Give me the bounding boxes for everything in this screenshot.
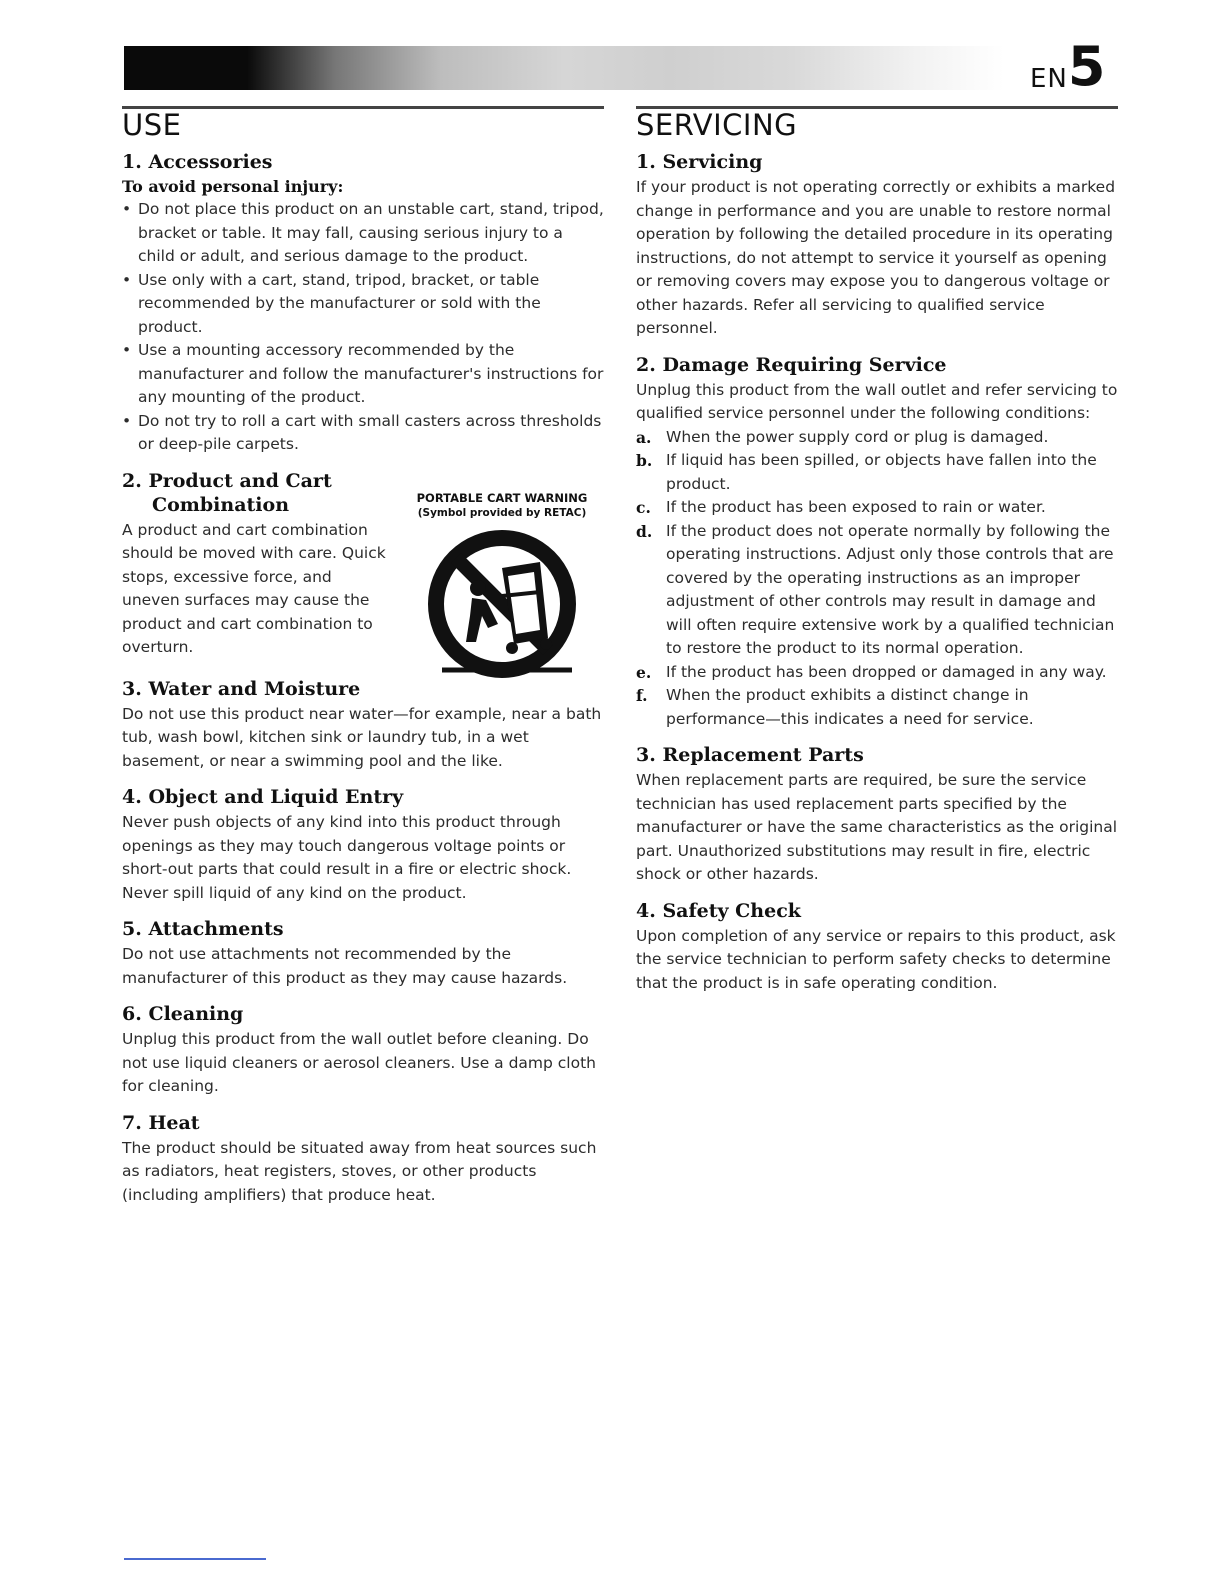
cleaning-heading: 6. Cleaning bbox=[122, 1003, 244, 1025]
cleaning-body: Unplug this product from the wall outlet before cleaning. Do not use liquid cleaners or aerosol cleaners. Use a damp cloth for cleaning. bbox=[122, 1030, 596, 1095]
water-moisture-heading: 3. Water and Moisture bbox=[122, 677, 361, 700]
accessories-heading: 1. Accessories bbox=[122, 151, 273, 173]
product-cart-heading: 2. Product and Cart Combination bbox=[122, 469, 332, 516]
bullet-icon: • bbox=[122, 200, 132, 218]
attachments-heading: 5. Attachments bbox=[122, 918, 284, 940]
damage-condition-item: a. When the power supply cord or plug is damaged. bbox=[636, 427, 1049, 447]
accessories-bullet: • Do not try to roll a cart with small casters across thresholds or deep-pile carpets. bbox=[122, 411, 602, 453]
cart-warning-icon bbox=[402, 520, 602, 680]
servicing-column bbox=[636, 108, 1120, 995]
heat-heading: 7. Heat bbox=[122, 1111, 200, 1134]
footer-rule bbox=[124, 1558, 266, 1560]
damage-condition-item: d. If the product does not operate normally by following the operating instructions. Adjust only those controls that are covered by the operating instructions as an improper adjustment of other controls may result in damage and will often require extensive work by a qualified technician to restore the product to its normal operation. bbox=[636, 521, 1115, 657]
header-gradient-bar bbox=[124, 46, 1004, 90]
replacement-parts-body: When replacement parts are required, be sure the service technician has used replacement parts specified by the manufacturer or have the same characteristics as the original part. Unauthorized substitutions may result in fire, electric shock or other hazards. bbox=[636, 771, 1118, 883]
object-liquid-body: Never push objects of any kind into this product through openings as they may touch dangerous voltage points or short-out parts that could result in a fire or electric shock. Never spill liquid of any kind on the product. bbox=[122, 813, 572, 902]
safety-check-heading: 4. Safety Check bbox=[636, 899, 801, 922]
accessories-bullet: • Do not place this product on an unstable cart, stand, tripod, bracket or table. It may fall, causing serious injury to a child or adult, and serious damage to the product. bbox=[122, 200, 604, 265]
damage-service-intro: Unplug this product from the wall outlet and refer servicing to qualified service personnel under the following conditions: bbox=[636, 380, 1118, 422]
object-liquid-heading: 4. Object and Liquid Entry bbox=[122, 786, 404, 808]
product-cart-body: A product and cart combination should be moved with care. Quick stops, excessive force, and uneven surfaces may cause the product and cart combination to overturn. bbox=[122, 520, 386, 656]
page-number bbox=[1030, 35, 1106, 98]
page-number-value: 5 bbox=[1067, 35, 1106, 98]
accessories-bullet: • Use a mounting accessory recommended by the manufacturer and follow the manufacturer's instructions for any mounting of the product. bbox=[122, 341, 604, 406]
use-title: USE bbox=[122, 108, 182, 142]
replacement-parts-heading: 3. Replacement Parts bbox=[636, 744, 864, 766]
servicing-title: SERVICING bbox=[636, 108, 798, 142]
water-moisture-body: Do not use this product near water—for example, near a bath tub, wash bowl, kitchen sink or laundry tub, in a wet basement, or near a swimming pool and the like. bbox=[122, 704, 602, 770]
damage-service-heading: 2. Damage Requiring Service bbox=[636, 353, 947, 376]
attachments-body: Do not use attachments not recommended by the manufacturer of this product as they may cause hazards. bbox=[122, 945, 568, 987]
servicing-heading: 1. Servicing bbox=[636, 151, 763, 173]
damage-condition-item: f. When the product exhibits a distinct change in performance—this indicates a need for service. bbox=[636, 686, 1034, 728]
safety-check-body: Upon completion of any service or repairs to this product, ask the service technician to perform safety checks to determine that the product is in safe operating condition. bbox=[636, 926, 1116, 992]
cart-symbol-note: (Symbol provided by RETAC) bbox=[417, 506, 587, 519]
damage-condition-item: b. If liquid has been spilled, or objects have fallen into the product. bbox=[636, 451, 1097, 493]
heat-body: The product should be situated away from heat sources such as radiators, heat registers, stoves, or other products (including amplifiers) that produce heat. bbox=[122, 1138, 597, 1204]
accessories-subheading: To avoid personal injury: bbox=[122, 177, 344, 196]
damage-condition-item: e. If the product has been dropped or damaged in any way. bbox=[636, 662, 1107, 682]
cart-warning-label: PORTABLE CART WARNING bbox=[416, 490, 588, 505]
accessories-bullet: • Use only with a cart, stand, tripod, bracket, or table recommended by the manufacturer or sold with the product. bbox=[122, 270, 541, 336]
language-code: EN bbox=[1030, 64, 1068, 94]
bullet-icon: • bbox=[122, 270, 132, 289]
cart-warning-figure bbox=[402, 491, 602, 684]
bullet-icon: • bbox=[122, 411, 132, 430]
bullet-icon: • bbox=[122, 341, 132, 359]
use-column bbox=[122, 108, 604, 1207]
damage-condition-item: c. If the product has been exposed to rain or water. bbox=[636, 498, 1046, 517]
servicing-body: If your product is not operating correctly or exhibits a marked change in performance and you are unable to restore normal operation by following the detailed procedure in its operating instructions, do not attempt to service it yourself as opening or removing covers may expose you to dangerous voltage or other hazards. Refer all servicing to qualified service personnel. bbox=[636, 178, 1116, 337]
